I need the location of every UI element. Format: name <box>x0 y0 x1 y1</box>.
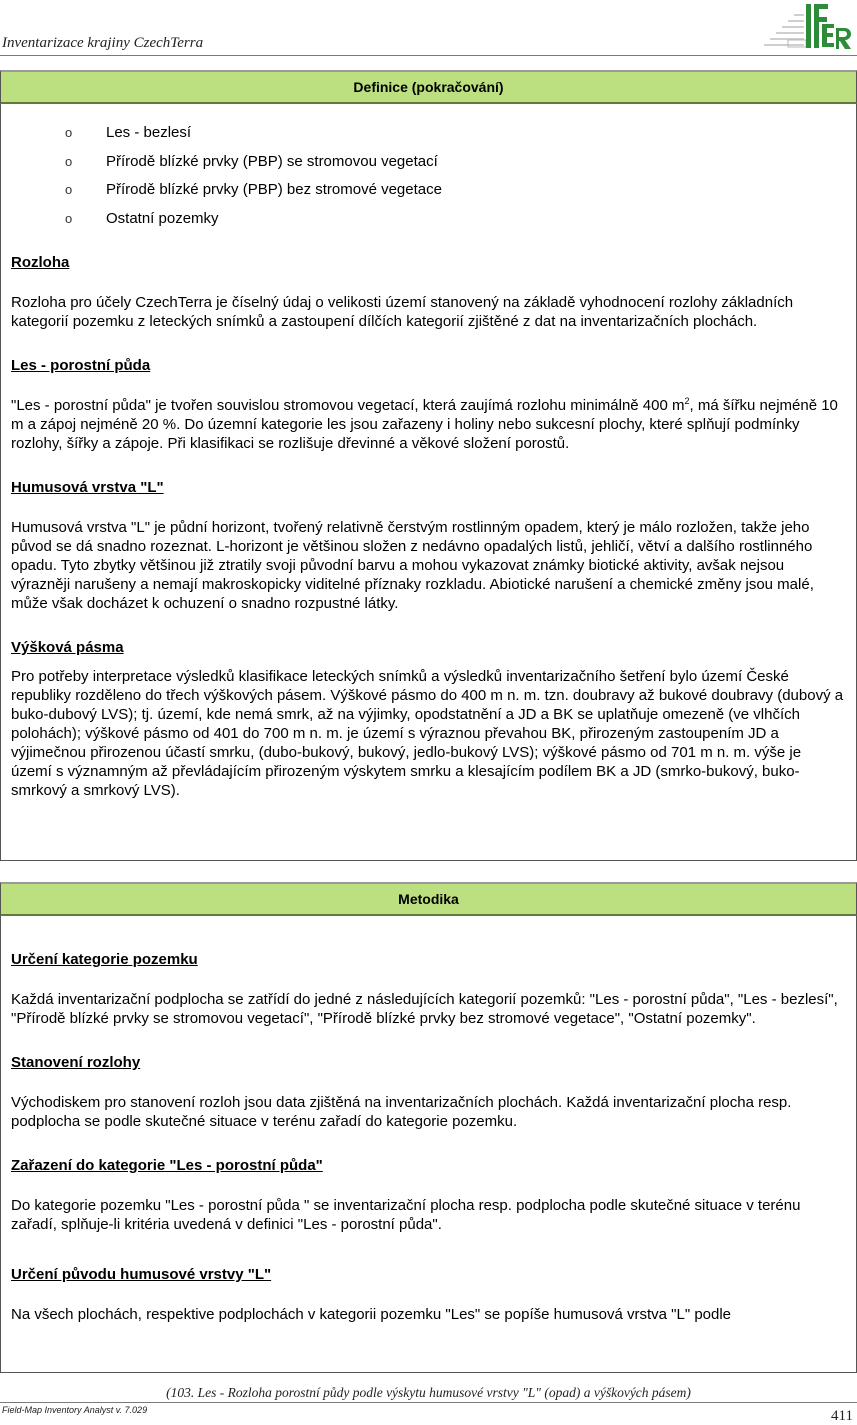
footer-rule <box>0 1402 857 1403</box>
section-header: Definice (pokračování) <box>0 70 857 104</box>
list-item-text: Přírodě blízké prvky (PBP) se stromovou vegetací <box>106 152 438 170</box>
urceni-kategorie-text: Každá inventarizační podplocha se zatřídí do jedné z následujících kategorií pozemků: "Les - porostní půda", "Les - bezlesí", "Přírodě blízké prvky se stromovou vegetací", "Přírodě blízké prvky bez stromové vegetace", "Ostatní pozemky". <box>11 991 838 1027</box>
list-item <box>11 176 846 205</box>
bullet-circle-icon: o <box>65 210 73 226</box>
les-porostni-puda-text: "Les - porostní půda" je tvořen souvislou stromovou vegetací, která zaujímá rozlohu minimálně 400 $m^2$, má šířku nejméně 10 m a zápoj nejméně 20 %. Do územní kategorie les jsou zařazeny i holiny nebo sukcesní plochy, které splňují podmínky rozlohy, šířky a zápoje. Při klasifikaci se rozlišuje dřevinné a věkové složení porostů. <box>11 396 838 452</box>
bullet-circle-icon: o <box>65 125 73 140</box>
document-title: Inventarizace krajiny CzechTerra <box>2 35 204 51</box>
section-header: Metodika <box>0 882 857 916</box>
rozloha-text: Rozloha pro účely CzechTerra je číselný údaj o velikosti území stanovený na základě vyhodnocení rozlohy základních kategorií pozemku z leteckých snímků a zastoupení dílčích kategorií zjištěné z dat na inventarizačních plochách. <box>11 294 794 330</box>
stanoveni-rozlohy-text: Východiskem pro stanovení rozloh jsou data zjištěná na inventarizačních plochách. Každá inventarizační plocha resp. podplocha se podle skutečné situace v terénu zařadí do kategorie pozemku. <box>11 1094 792 1130</box>
vyskova-pasma-text: Pro potřeby interpretace výsledků klasifikace leteckých snímků a výsledků inventarizačního šetření bylo území České republiky rozděleno do třech výškových pásem. Výškové pásmo do 400 m n. m. tzn. doubravy až bukové doubravy (dubový a buko-dubový LVS); tj. území, kde nemá smrk, až na výjimky, opodstatnění a JD a BK se uplatňuje omezeně (ve vlhčích polohách); výškové pásmo od 401 do 700 m n. m. je území s výraznou převahou BK, přirozeným zastoupením JD a výjimečnou přirozenou účastí smrku, (dubo-bukový, bukový, jedlo-bukový LVS); výškové pásmo od 701 m n. m. výše je území s významným až převládajícím přirozeným výskytem smrku a klesajícím podílem BK a JD (smrko-bukový, buko-smrkový a smrkový LVS). <box>11 668 844 799</box>
metodika-section <box>0 882 857 1373</box>
ifer-logo-icon <box>760 2 854 52</box>
bullet-circle-icon: o <box>65 153 73 169</box>
urceni-kategorie-heading: Určení kategorie pozemku <box>11 951 198 968</box>
bullet-circle-icon: o <box>65 182 73 197</box>
list-item-text: Les - bezlesí <box>106 124 192 141</box>
humusova-vrstva-text: Humusová vrstva "L" je půdní horizont, tvořený relativně čerstvým rostlinným opadem, který je málo rozložen, takže jeho původ se dá snadno rozeznat. L-horizont je většinou složen z nedávno opadalých listů, jehličí, větví a dalšího rostlinného opadu. Tyto zbytky většinou již ztratily svoji původní barvu a mohou vykazovat známky biotické aktivity, avšak nejsou výrazněji narušeny a nemají makroskopicky viditelné příznaky rozkladu. Abiotické narušení a chemické změny jsou malé, může však docházet k ochuzení o snadno rozpustné látky. <box>11 519 814 612</box>
category-list <box>11 119 846 233</box>
humusova-vrstva-heading: Humusová vrstva "L" <box>11 479 164 496</box>
urceni-puvodu-heading: Určení původu humusové vrstvy "L" <box>11 1266 272 1283</box>
list-item <box>11 119 846 148</box>
software-version: Field-Map Inventory Analyst v. 7.029 <box>2 1405 148 1415</box>
list-item <box>11 205 846 234</box>
page-number: 411 <box>831 1408 853 1424</box>
section-body <box>1 119 856 800</box>
list-item-text: Ostatní pozemky <box>106 209 219 227</box>
urceni-puvodu-text: Na všech plochách, respektive podplochách v kategorii pozemku "Les" se popíše humusová vrstva "L" podle <box>11 1306 732 1323</box>
header-rule <box>0 55 857 56</box>
page-header <box>0 0 857 56</box>
list-item <box>11 148 846 177</box>
list-item-text: Přírodě blízké prvky (PBP) bez stromové vegetace <box>106 181 442 198</box>
rozloha-heading: Rozloha <box>11 254 70 271</box>
section-body <box>1 950 856 1324</box>
zarazeni-text: Do kategorie pozemku "Les - porostní půda " se inventarizační plocha resp. podplocha podle skutečné situace v terénu zařadí, splňuje-li kritéria uvedená v definici "Les - porostní půda". <box>11 1197 801 1233</box>
zarazeni-heading: Zařazení do kategorie "Les - porostní půda" <box>11 1157 323 1174</box>
vyskova-pasma-heading: Výšková pásma <box>11 639 124 656</box>
figure-caption: (103. Les - Rozloha porostní půdy podle výskytu humusové vrstvy "L" (opad) a výškových pásem) <box>166 1385 691 1400</box>
definice-section <box>0 70 857 861</box>
les-porostni-puda-heading: Les - porostní půda <box>11 357 151 374</box>
stanoveni-rozlohy-heading: Stanovení rozlohy <box>11 1054 141 1071</box>
